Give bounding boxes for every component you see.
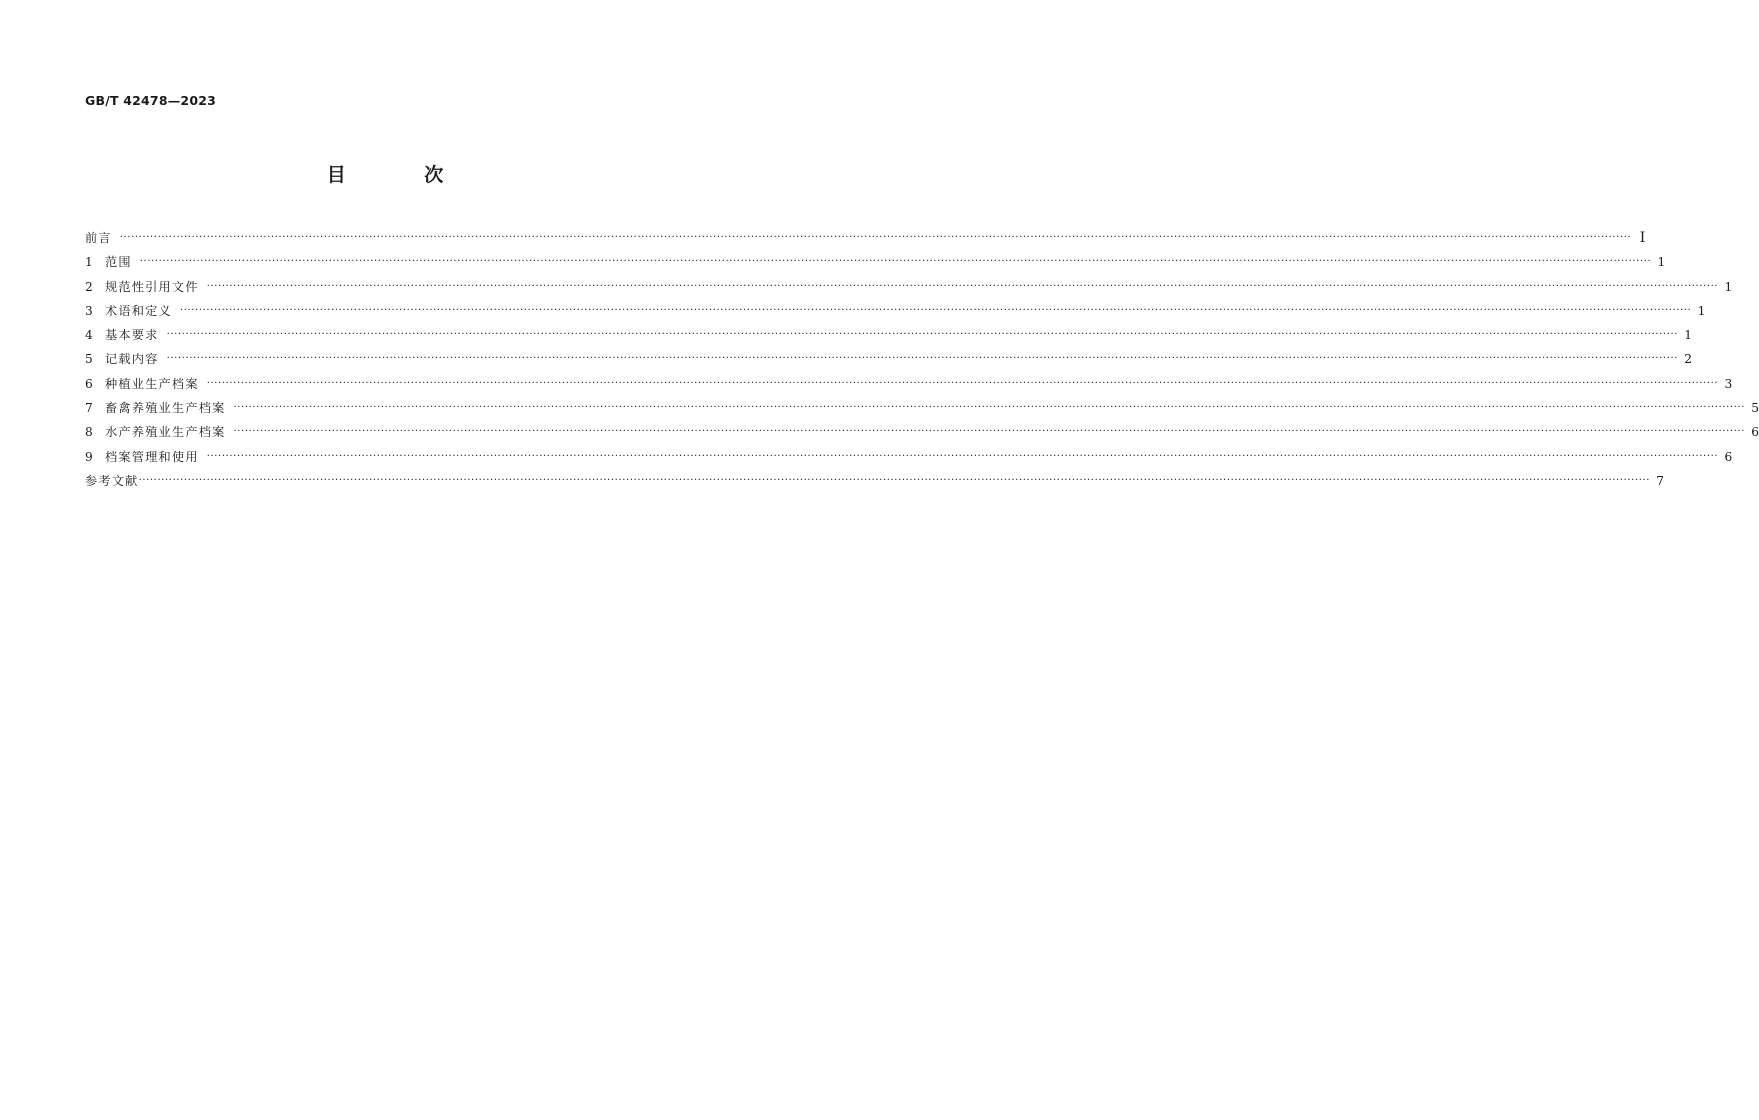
toc-entry-page: 3 <box>1724 376 1733 391</box>
toc-leader-dots: ················································································································································································································································································································································································································ <box>179 304 1692 316</box>
toc-entry[interactable] <box>85 299 1706 323</box>
toc-leader-dots: ················································································································································································································································································································································································································ <box>139 256 1652 268</box>
table-of-contents <box>85 226 1759 493</box>
toc-entry[interactable] <box>85 420 1759 444</box>
toc-entry-number: 7 <box>85 401 93 416</box>
toc-leader-dots: ················································································································································································································································································································································································································ <box>206 450 1719 462</box>
toc-entry-label: 畜禽养殖业生产档案 <box>105 401 226 416</box>
toc-entry-page: Ⅰ <box>1639 230 1646 246</box>
toc-entry-number: 9 <box>85 449 93 464</box>
toc-entry-label: 范围 <box>105 255 132 270</box>
toc-entry-page: 1 <box>1684 328 1693 343</box>
toc-entry[interactable] <box>85 323 1693 347</box>
toc-entry-label: 记载内容 <box>105 352 159 367</box>
toc-entry-number: 1 <box>85 255 93 270</box>
toc-leader-dots: ················································································································································································································································································································································································································ <box>138 474 1651 486</box>
toc-entry-label: 参考文献 <box>85 473 139 488</box>
toc-entry-page: 7 <box>1656 473 1665 488</box>
toc-entry[interactable] <box>85 396 1759 420</box>
toc-entry-label: 种植业生产档案 <box>105 376 199 391</box>
toc-entry[interactable] <box>85 250 1666 274</box>
toc-entry[interactable] <box>85 275 1733 299</box>
toc-entry-number: 6 <box>85 376 93 391</box>
toc-entry[interactable] <box>85 445 1733 469</box>
toc-entry-label: 基本要求 <box>105 328 159 343</box>
standard-code: GB/T 42478—2023 <box>85 93 217 108</box>
toc-leader-dots: ················································································································································································································································································································································································································ <box>206 280 1719 292</box>
toc-entry-number: 4 <box>85 328 93 343</box>
toc-entry-label: 前言 <box>85 231 112 245</box>
toc-entry-label: 水产养殖业生产档案 <box>105 425 226 440</box>
toc-entry-label: 规范性引用文件 <box>105 279 199 294</box>
toc-entry-page: 6 <box>1751 425 1759 440</box>
toc-entry-page: 1 <box>1724 279 1733 294</box>
toc-entry-number: 2 <box>85 279 93 294</box>
toc-entry-number: 3 <box>85 303 93 318</box>
toc-entry-label: 档案管理和使用 <box>105 449 199 464</box>
toc-entry-number: 8 <box>85 425 93 440</box>
toc-entry-number: 5 <box>85 352 93 367</box>
toc-leader-dots: ················································································································································································································································································································································································································ <box>233 402 1745 414</box>
toc-leader-dots: ················································································································································································································································································································································································································ <box>166 353 1679 365</box>
toc-entry[interactable] <box>85 226 1646 250</box>
toc-entry-page: 5 <box>1751 401 1759 416</box>
toc-leader-dots: ················································································································································································································································································································································································································ <box>233 426 1745 438</box>
toc-leader-dots: ················································································································································································································································································································································································································ <box>119 232 1632 243</box>
toc-leader-dots: ················································································································································································································································································································································································································ <box>166 329 1679 341</box>
toc-entry-page: 6 <box>1724 449 1733 464</box>
page-title: 目 次 <box>326 164 480 186</box>
toc-entry-label: 术语和定义 <box>105 303 172 318</box>
toc-entry[interactable] <box>85 347 1693 371</box>
toc-entry-page: 2 <box>1684 352 1693 367</box>
toc-entry[interactable] <box>85 469 1665 493</box>
toc-entry[interactable] <box>85 372 1733 396</box>
toc-leader-dots: ················································································································································································································································································································································································································ <box>206 377 1719 389</box>
toc-entry-page: 1 <box>1697 303 1706 318</box>
toc-entry-page: 1 <box>1657 255 1666 270</box>
